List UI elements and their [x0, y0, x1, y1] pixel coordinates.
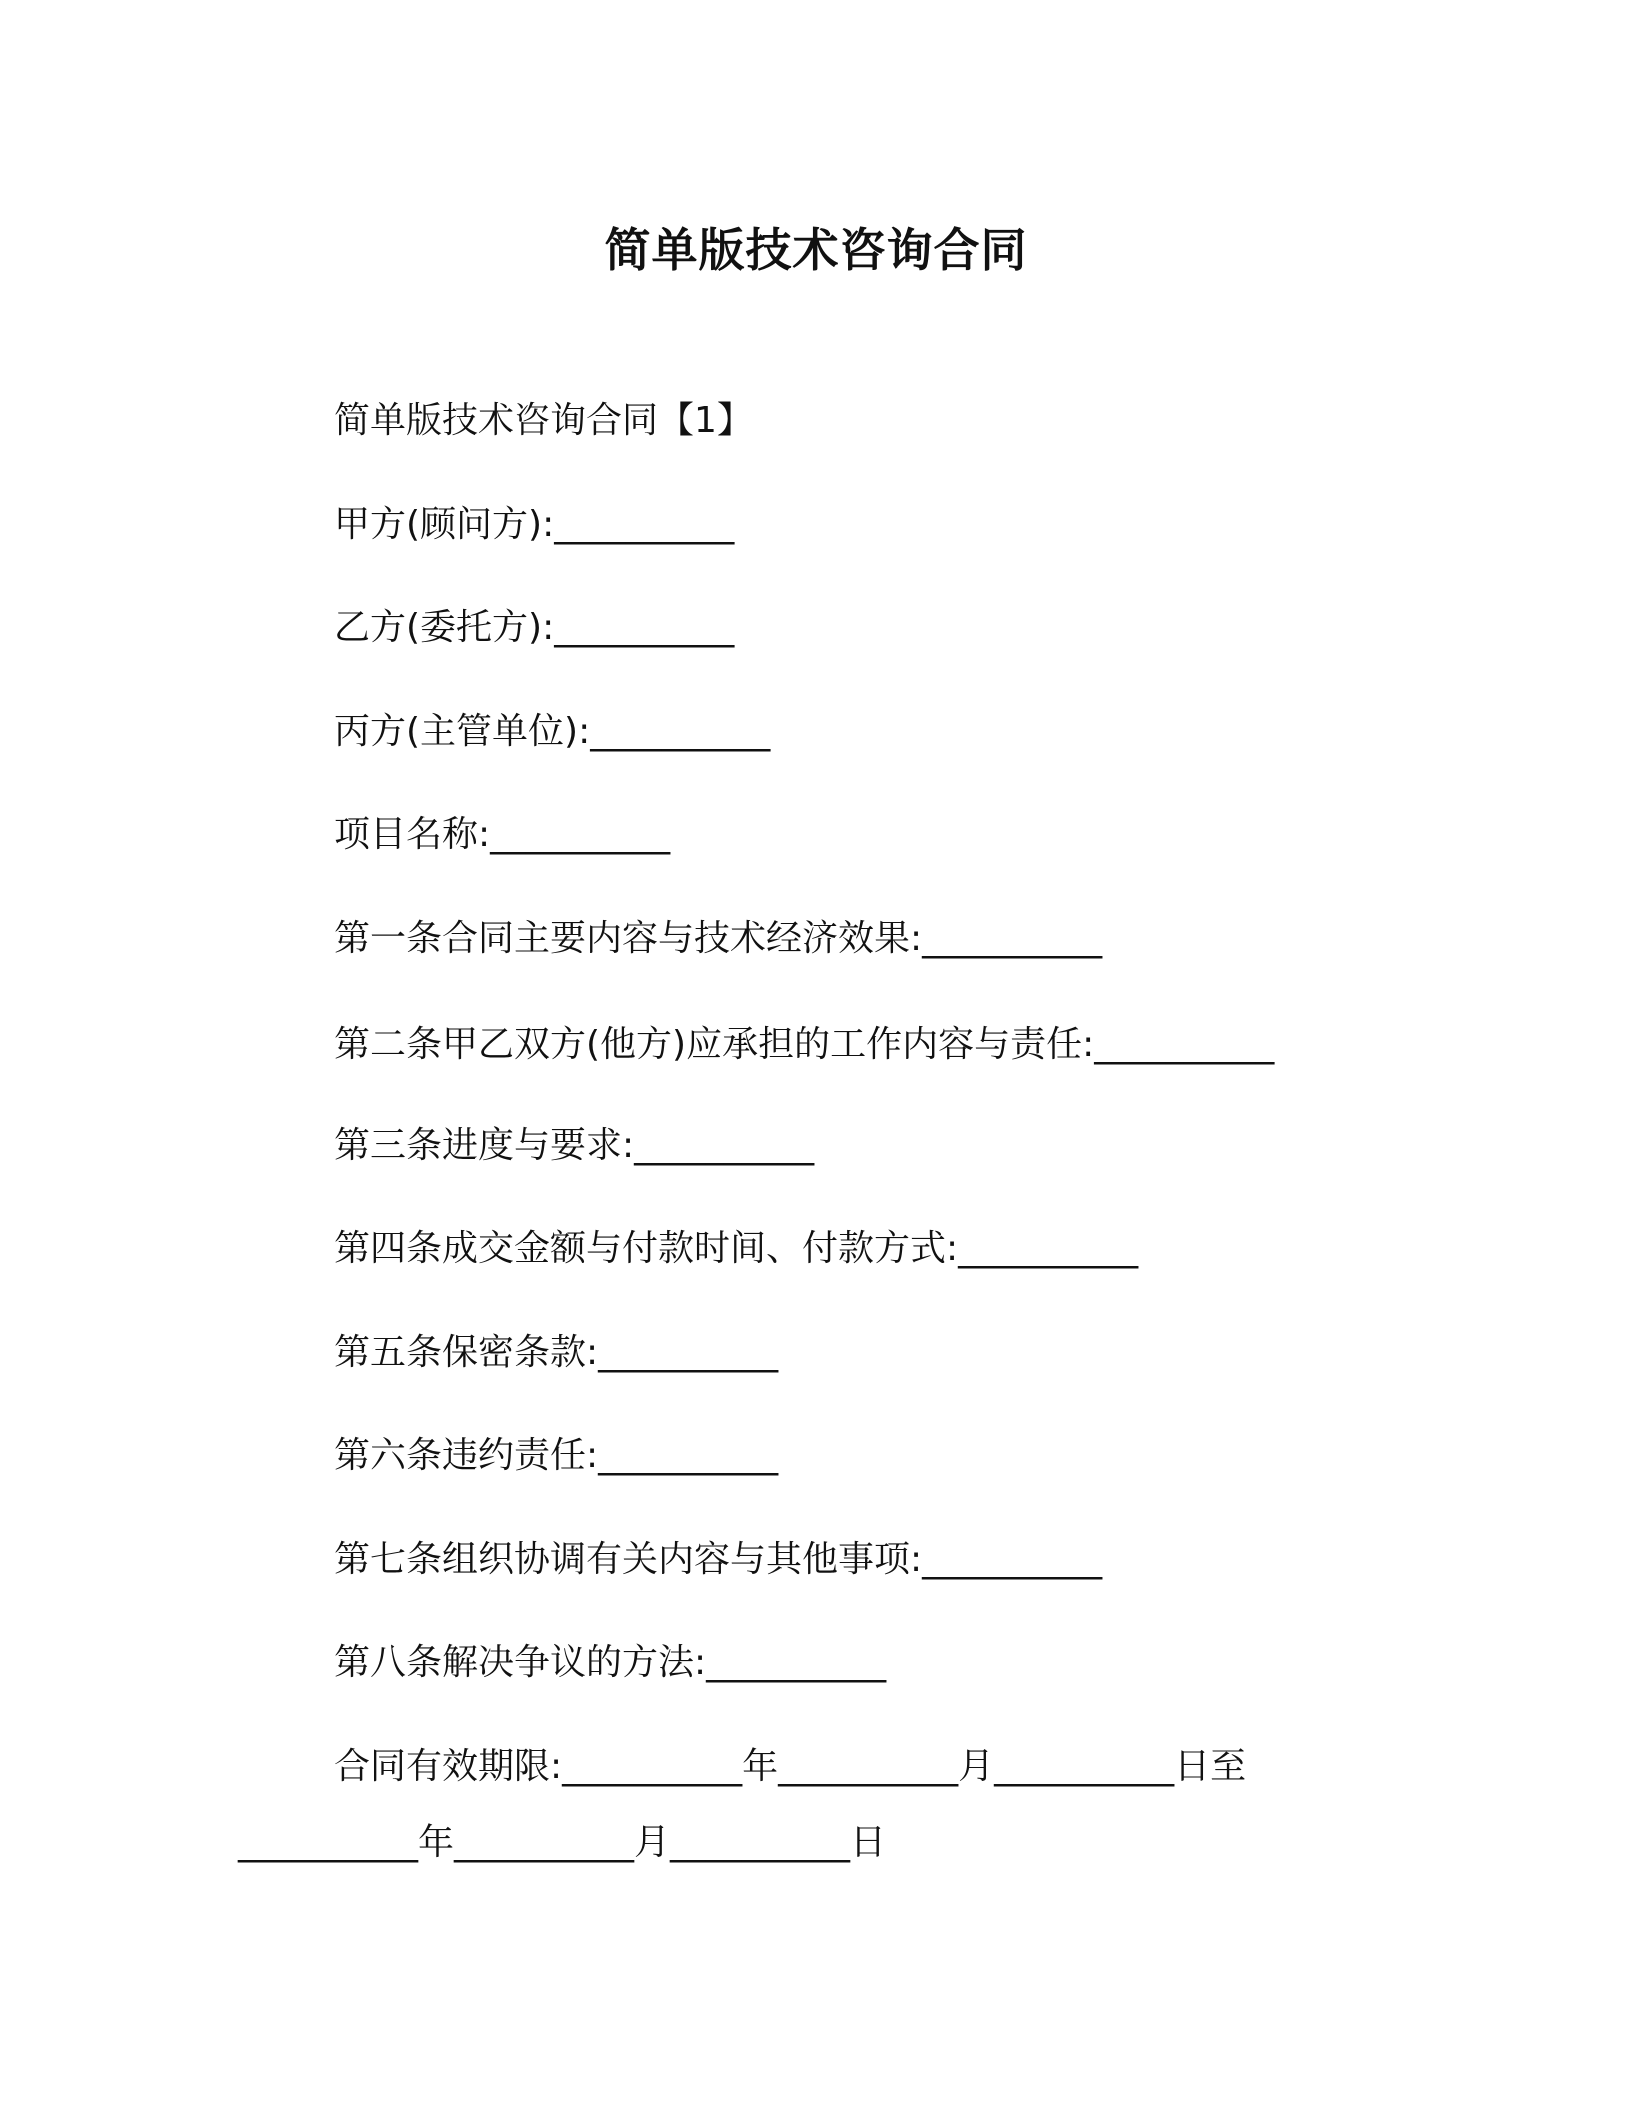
article-5-line: 第五条保密条款:__________: [334, 1332, 779, 1373]
article-4-line: 第四条成交金额与付款时间、付款方式:__________: [334, 1228, 1139, 1269]
party-b-line: 乙方(委托方):__________: [334, 607, 735, 648]
article-2-line: 第二条甲乙双方(他方)应承担的工作内容与责任:__________: [334, 1024, 1275, 1065]
project-name-line: 项目名称:__________: [334, 814, 671, 855]
article-8-line: 第八条解决争议的方法:__________: [334, 1642, 887, 1683]
article-1-line: 第一条合同主要内容与技术经济效果:__________: [334, 918, 1103, 959]
article-6-line: 第六条违约责任:__________: [334, 1435, 779, 1476]
article-3-line: 第三条进度与要求:__________: [334, 1125, 815, 1166]
validity-period-continuation: __________年__________月__________日: [238, 1822, 886, 1863]
article-7-line: 第七条组织协调有关内容与其他事项:__________: [334, 1539, 1103, 1580]
validity-period-line: 合同有效期限:__________年__________月__________日至: [334, 1746, 1247, 1787]
document-title: 简单版技术咨询合同: [604, 223, 1028, 277]
party-a-line: 甲方(顾问方):__________: [334, 504, 735, 545]
party-c-line: 丙方(主管单位):__________: [334, 711, 771, 752]
subtitle-line: 简单版技术咨询合同【1】: [334, 400, 753, 441]
